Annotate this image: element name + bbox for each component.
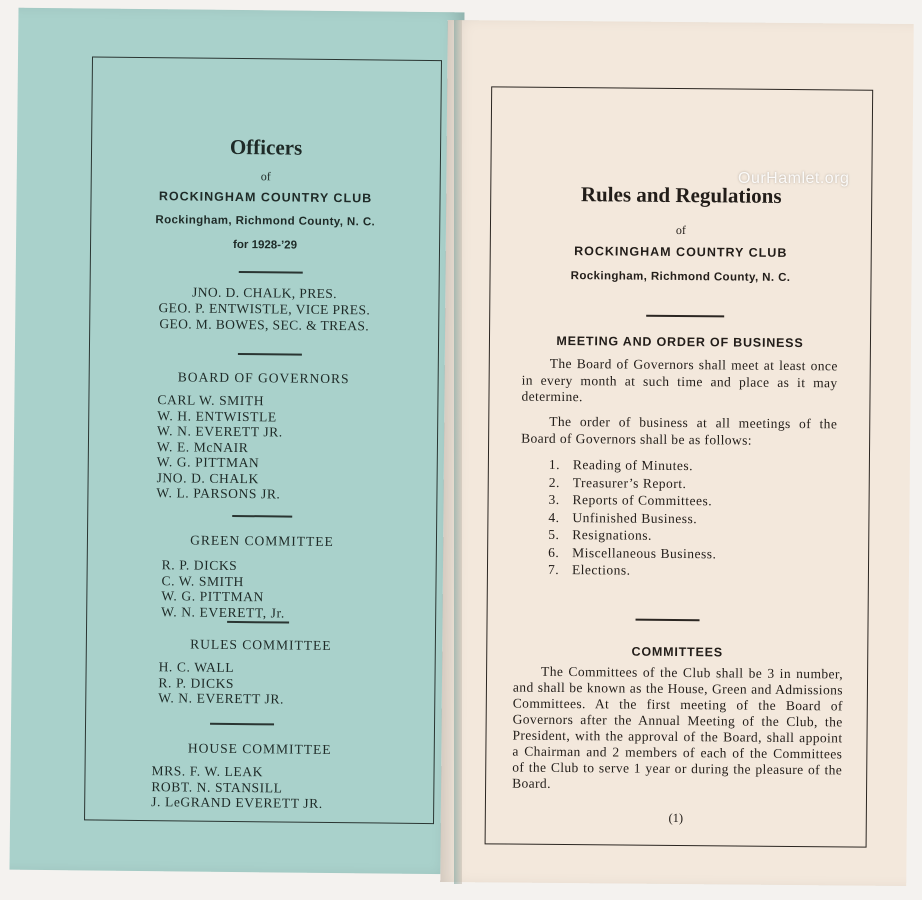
item-text: Treasurer’s Report. [572,474,687,491]
item-text: Resignations. [572,527,652,543]
left-page [9,8,464,875]
committees-paragraph: The Committees of the Club shall be 3 in number, and shall be known as the House, Green and Admissions Committees. At the first meeting of the Board of Governors after the Annual Meeting of the Club, the President, with the approval of the Board, shall appoint a Chairman and 2 members of each of the Committees of the Club to serve 1 year or during the pleasure of the Board. [512,663,844,791]
divider [239,271,303,273]
board-members-list [156,392,283,502]
list-item: JNO. D. CHALK [156,469,260,486]
rules-committee-list [158,659,284,707]
board-heading: BOARD OF GOVERNORS [177,369,350,387]
left-page-location: Rockingham, Richmond County, N. C. [155,214,376,229]
item-text: Unfinished Business. [572,509,698,526]
item-number: 6. [548,544,560,560]
right-page-title: Rules and Regulations [580,182,782,208]
green-committee-heading: GREEN COMMITTEE [190,532,334,550]
list-item: ROBT. N. STANSILL [151,778,283,795]
item-text: Miscellaneous Business. [572,544,717,561]
left-page-club-name: ROCKINGHAM COUNTRY CLUB [158,189,373,206]
officer-vice-president: GEO. P. ENTWISTLE, VICE PRES. [158,300,371,318]
item-number: 3. [548,491,560,507]
rules-committee-heading: RULES COMMITTEE [190,636,332,654]
book-gutter [454,20,462,884]
right-page-of: of [675,222,687,238]
meeting-heading: MEETING AND ORDER OF BUSINESS [556,333,804,351]
list-item: H. C. WALL [158,659,235,675]
list-item [549,456,717,475]
meeting-paragraph-1: The Board of Governors shall meet at least once in every month at such time and place as it may determine. [521,355,838,405]
list-item: R. P. DICKS [158,674,235,691]
item-number: 4. [548,509,560,525]
right-page-club-name: ROCKINGHAM COUNTRY CLUB [574,244,788,260]
list-item: R. P. DICKS [161,557,238,574]
list-item [548,543,716,562]
page-number: (1) [668,810,684,826]
list-item: W. E. McNAIR [156,438,249,455]
list-item: W. G. PITTMAN [161,588,265,605]
item-number: 5. [548,526,560,542]
green-committee-list [161,557,285,620]
item-text: Elections. [571,562,631,578]
officer-president: JNO. D. CHALK, PRES. [192,284,338,302]
item-number: 2. [548,474,560,490]
watermark-text: OurHamlet.org [738,170,850,187]
right-page-frame [485,86,874,847]
list-item: C. W. SMITH [161,572,244,589]
left-page-title: Officers [229,134,303,160]
list-item [548,508,716,527]
list-item: J. LeGRAND EVERETT JR. [151,794,323,811]
left-page-season: for 1928-’29 [233,238,298,252]
right-page-location: Rockingham, Richmond County, N. C. [570,270,791,284]
left-page-of: of [260,169,271,184]
list-item: W. N. EVERETT, Jr. [161,603,285,621]
list-item: CARL W. SMITH [157,392,265,409]
officers-list [90,283,438,335]
list-item: MRS. F. W. LEAK [151,763,264,780]
house-committee-list [151,763,323,811]
list-item: W. N. EVERETT JR. [157,423,283,440]
item-number: 7. [547,561,560,577]
meeting-paragraph-2: The order of business at all meetings of the Board of Governors shall be as follows: [521,413,838,448]
house-committee-heading: HOUSE COMMITTEE [187,740,332,758]
divider [636,619,700,621]
list-item [549,491,717,510]
divider [232,515,292,517]
left-page-frame [84,56,442,824]
item-number: 1. [548,456,561,472]
list-item: W. G. PITTMAN [156,454,260,471]
right-page [440,20,914,886]
divider [646,315,724,317]
list-item [549,473,717,492]
list-item [548,526,716,545]
divider [227,621,289,623]
list-item: W. N. EVERETT JR. [158,690,285,707]
list-item [548,561,716,580]
item-text: Reading of Minutes. [572,457,694,474]
list-item: W. L. PARSONS JR. [156,485,281,502]
divider [210,723,274,725]
item-text: Reports of Committees. [572,492,713,509]
divider [238,353,302,355]
list-item: W. H. ENTWISTLE [157,407,277,424]
officer-secretary-treasurer: GEO. M. BOWES, SEC. & TREAS. [159,316,370,334]
order-of-business-list [548,456,717,580]
committees-heading: COMMITTEES [631,644,723,660]
